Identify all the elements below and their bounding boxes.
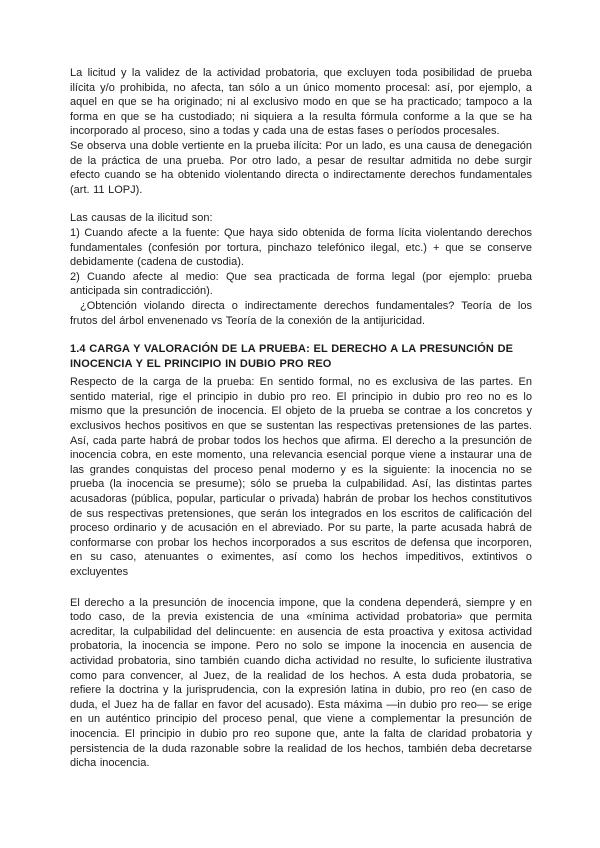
section-heading: 1.4 CARGA Y VALORACIÓN DE LA PRUEBA: EL DERECHO A LA PRESUNCIÓN DE INOCENCIA Y EL PRINCIPIO IN DUBIO PRO REO (70, 343, 514, 370)
question-paragraph: ¿Obtención violando directa o indirectamente derechos fundamentales? Teoría de los frutos del árbol envenenado vs Teoría de la conexión de la antijuricidad. (70, 299, 532, 327)
cause-item-2: 2) Cuando afecte al medio: Que sea practicada de forma legal (por ejemplo: prueba anticipada sin contradicción). (70, 270, 532, 298)
presumption-of-innocence-paragraph: El derecho a la presunción de inocencia impone, que la condena dependerá, siempre y en todo caso, de la previa existencia de una «mínima actividad probatoria» que permita acreditar, la culpabilidad del delincuente: en ausencia de esta proactiva y exitosa actividad probatoria, la inocencia se impone. Pero no solo se impone la inocencia en ausencia de actividad probatoria, sino también cuando dicha actividad no resulte, lo suficiente ilustrativa como para convencer, al Juez, de la realidad de los hechos. A esta duda probatoria, se refiere la doctrina y la jurisprudencia, con la expresión latina in dubio, pro reo (en caso de duda, el Juez ha de fallar en favor del acusado). Esta máxima —in dubio pro reo— se erige en un auténtico principio del proceso penal, que viene a complementar la presunción de inocencia. El principio in dubio pro reo supone que, ante la falta de claridad probatoria y persistencia de la duda razonable sobre la realidad de los hechos, también deba decretarse dicha inocencia. (70, 596, 532, 770)
causes-intro: Las causas de la ilicitud son: (70, 212, 213, 225)
double-aspect-paragraph: Se observa una doble vertiente en la prueba ilícita: Por un lado, es una causa de denegación de la práctica de una prueba. Por otro lado, a pesar de resultar admitida no debe surgir efecto cuando se ha obtenido violentando directa o indirectamente derechos fundamentales (art. 11 LOPJ). (70, 139, 532, 196)
burden-of-proof-paragraph: Respecto de la carga de la prueba: En sentido formal, no es exclusiva de las partes. En sentido material, rige el principio in dubio pro reo. El principio in dubio pro reo no es lo mismo que la presunción de inocencia. El objeto de la prueba se contrae a los concretos y exclusivos hechos positivos en que se sustentan las respectivas pretensiones de las partes. Así, cada parte habrá de probar todos los hechos que afirma. El derecho a la presunción de inocencia cobra, en este momento, una relevancia esencial porque viene a instaurar una de las grandes conquistas del proceso penal moderno y es la siguiente: la inocencia no se prueba (la inocencia se presume); sólo se prueba la culpabilidad. Así, las distintas partes acusadoras (pública, popular, particular o privada) habrán de probar los hechos constitutivos de sus respectivas pretensiones, que serán los integrados en los escritos de calificación del proceso ordinario y de acusación en el abreviado. Por su parte, la parte acusada habrá de conformarse con probar los hechos incorporados a sus escritos de defensa que incorporen, en su caso, atenuantes o eximentes, así como los hechos impeditivos, extintivos o excluyentes (70, 376, 532, 578)
cause-item-1: 1) Cuando afecte a la fuente: Que haya sido obtenida de forma lícita violentando derechos fundamentales (confesión por tortura, pinchazo telefónico ilegal, etc.) + que se conserve debidamente (cadena de custodia). (70, 226, 532, 269)
intro-paragraph: La licitud y la validez de la actividad probatoria, que excluyen toda posibilidad de prueba ilícita y/o prohibida, no afecta, tan sólo a un único momento procesal: así, por ejemplo, a aquel en que se ha originado; ni al exclusivo modo en que se ha practicado; tampoco a la forma en que se ha custodiado; ni siquiera a la resulta fórmula conforme a la que se ha incorporado al proceso, sino a todas y cada una de estas fases o períodos procesales. (70, 67, 532, 138)
